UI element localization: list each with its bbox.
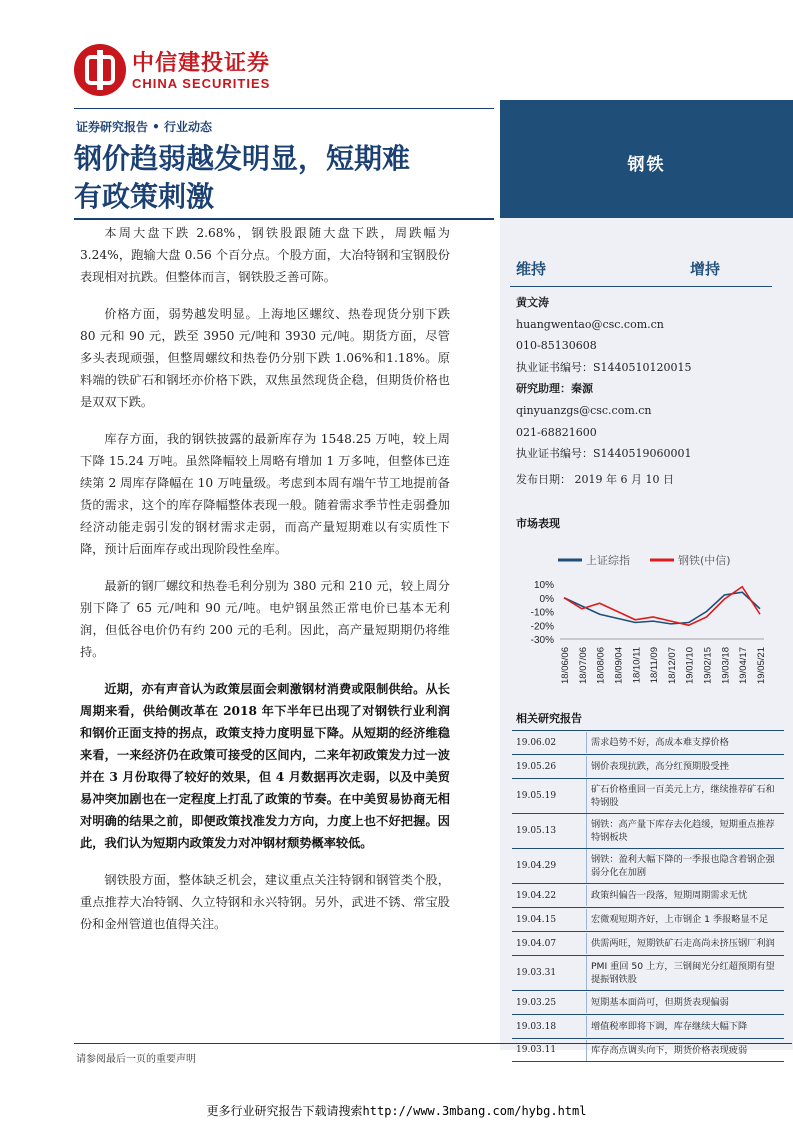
related-report-date: 19.05.13	[516, 826, 557, 836]
related-report-row[interactable]	[512, 848, 784, 883]
analyst-phone: 010-85130608	[516, 339, 597, 353]
related-report-row[interactable]	[512, 813, 784, 848]
related-report-row[interactable]	[512, 990, 784, 1014]
body-paragraph: 钢铁股方面，整体缺乏机会，建议重点关注特钢和钢管类个股，重点推荐大冶特钢、久立特钢和永兴特钢。另外，武进不锈、常宝股份和金州管道也值得关注。	[80, 873, 450, 931]
body-paragraph: 库存方面，我的钢铁披露的最新库存为 1548.25 万吨，较上周下降 15.24 万吨。虽然降幅较上周略有增加 1 万多吨，但整体已连续第 2 周库存降幅在 10 万吨量级。考虑到本周有端午节工地提前备货的需求，这个的库存降幅整体表现一般。随着需求季节性走弱叠加经济动能走弱引发的钢材需求走弱，而高产量短期难以有实质性下降，预计后面库存或出现阶段性垒库。	[80, 432, 450, 556]
related-report-title[interactable]: 增值税率即将下调，库存继续大幅下降	[586, 1016, 784, 1037]
related-report-date: 19.04.22	[516, 890, 557, 901]
related-report-title[interactable]: 钢铁：高产量下库存去化趋缓，短期重点推荐特钢板块	[586, 814, 784, 848]
sector-name: 钢铁	[627, 155, 666, 175]
y-tick-label: -30%	[530, 635, 554, 646]
analyst-name: 黄文涛	[516, 296, 549, 309]
company-logo-icon	[74, 44, 126, 96]
analyst-email[interactable]: huangwentao@csc.com.cn	[516, 317, 664, 331]
related-report-date: 19.04.07	[516, 938, 557, 949]
x-tick-label: 19/04/17	[738, 647, 750, 684]
x-tick-label: 19/03/18	[720, 647, 732, 684]
title-line-1: 钢价趋弱越发明显，短期难	[74, 142, 411, 175]
series-line-钢铁(中信)	[564, 587, 760, 626]
related-report-date: 19.03.11	[516, 1045, 557, 1055]
market-performance-chart	[512, 538, 774, 698]
related-report-date: 19.03.18	[516, 1021, 557, 1032]
header-divider	[74, 108, 494, 109]
related-report-date: 19.05.19	[516, 791, 557, 801]
related-report-title[interactable]: 库存高点调头向下，期货价格表现疲弱	[586, 1040, 784, 1061]
related-report-title[interactable]: 矿石价格重回一百美元上方，继续推荐矿石和特钢股	[586, 779, 784, 813]
related-report-row[interactable]	[512, 907, 784, 931]
assistant-email[interactable]: qinyuanzgs@csc.com.cn	[516, 403, 652, 417]
legend-label: 上证综指	[586, 554, 630, 567]
publish-date: 发布日期： 2019 年 6 月 10 日	[516, 472, 674, 486]
related-report-row[interactable]	[512, 955, 784, 990]
x-tick-label: 18/06/06	[560, 647, 571, 684]
related-report-title[interactable]: PMI 重回 50 上方，三钢闽光分红超预期有望提振钢铁股	[586, 956, 784, 990]
related-report-date: 19.04.29	[516, 861, 557, 871]
y-tick-label: -10%	[530, 607, 554, 619]
rating-divider	[510, 286, 772, 287]
related-report-date: 19.03.31	[516, 968, 557, 978]
assistant-cert: 执业证书编号：S1440519060001	[516, 447, 692, 461]
related-report-row[interactable]	[512, 883, 784, 907]
related-report-row[interactable]	[512, 1014, 784, 1038]
related-reports-table	[512, 730, 784, 1062]
assistant-name: 研究助理：秦源	[516, 382, 593, 396]
title-divider	[74, 218, 494, 220]
y-tick-label: 0%	[539, 593, 554, 605]
body-paragraph: 最新的钢厂螺纹和热卷毛利分别为 380 元和 210 元，较上周分别下降了 65 元/吨和 90 元/吨。电炉钢虽然正常电价已基本无利润，但低谷电价仍有约 200 元的毛利。因此，高产量短期期仍将维持。	[80, 579, 450, 659]
assistant-phone: 021-68821600	[516, 425, 597, 439]
x-tick-label: 18/11/09	[649, 647, 661, 684]
related-report-date: 19.06.02	[516, 737, 557, 748]
body-paragraph-emphasis: 近期，亦有声音认为政策层面会刺激钢材消费或限制供给。从长周期来看，供给侧改革在 2018 年下半年已出现了对钢铁行业利润和钢价正面支持的拐点，政策支持力度明显下降。从短期的经济维稳来看，一来经济仍在政策可接受的区间内，二来年初政策发力过一波并在 3 月份取得了较好的效果，但 4 月数据再次走弱，以及中美贸易冲突加剧也在一定程度上打乱了政策的节奏。在中美贸易协商无相对明确的结果之前，即便政策找准发力方向，力度上也不好把握。因此，我们认为短期内政策发力对冲钢材颓势概率较低。	[80, 682, 450, 850]
x-tick-label: 18/12/07	[666, 647, 678, 684]
x-tick-label: 18/10/11	[631, 647, 643, 684]
rating-previous: 维持	[516, 260, 547, 278]
body-paragraph: 本周大盘下跌 2.68%，钢铁股跟随大盘下跌，周跌幅为3.24%，跑输大盘 0.56 个百分点。个股方面，大冶特钢和宝钢股份表现相对抗跌。但整体而言，钢铁股乏善可陈。	[80, 226, 450, 284]
report-type: 证券研究报告 • 行业动态	[76, 120, 213, 134]
related-report-title[interactable]: 钢价表现抗跌，高分红预期股受挫	[586, 756, 784, 777]
analyst-contacts	[516, 292, 778, 490]
related-report-date: 19.03.25	[516, 997, 557, 1008]
related-report-row[interactable]	[512, 778, 784, 813]
x-tick-label: 18/07/06	[577, 647, 589, 684]
disclaimer-note: 请参阅最后一页的重要声明	[76, 1054, 196, 1065]
rating-current: 增持	[690, 260, 721, 278]
x-tick-label: 18/08/06	[595, 647, 607, 684]
related-report-title[interactable]: 供需两旺，短期铁矿石走高尚未挤压钢厂利润	[586, 933, 784, 954]
x-tick-label: 19/01/10	[684, 647, 696, 684]
x-tick-label: 19/02/15	[702, 647, 714, 684]
related-report-date: 19.05.26	[516, 761, 557, 772]
related-report-title[interactable]: 宏微观短期齐好，上市钢企 1 季报略显不足	[586, 909, 784, 930]
page-title	[74, 140, 494, 216]
body-paragraph: 价格方面，弱势越发明显。上海地区螺纹、热卷现货分别下跌 80 元和 90 元，跌至 3950 元/吨和 3930 元/吨。期货方面，尽管多头表现顽强，但整周螺纹和热卷仍分别下跌 1.06%和1.18%。原料端的铁矿石和钢坯亦价格下跌，双焦虽然现货企稳，但期货价格也是双双下跌。	[80, 307, 450, 409]
related-report-title[interactable]: 需求趋势不好，高成本难支撑价格	[586, 732, 784, 753]
related-reports-title: 相关研究报告	[516, 712, 582, 725]
download-link[interactable]: 更多行业研究报告下载请搜索http://www.3mbang.com/hybg.html	[206, 1104, 587, 1118]
x-tick-label: 19/05/21	[756, 647, 767, 684]
footer-divider	[74, 1043, 792, 1044]
related-report-row[interactable]	[512, 931, 784, 955]
related-report-title[interactable]: 钢铁：盈利大幅下降的一季报也隐含着钢企强弱分化在加剧	[586, 849, 784, 883]
y-tick-label: -20%	[530, 621, 554, 633]
logo-english-name: CHINA SECURITIES	[132, 76, 271, 91]
related-report-title[interactable]: 短期基本面尚可，但期货表现偏弱	[586, 992, 784, 1013]
x-tick-label: 18/09/04	[613, 647, 625, 684]
legend-label: 钢铁(中信)	[678, 554, 731, 567]
y-tick-label: 10%	[533, 580, 554, 591]
related-report-row[interactable]	[512, 1038, 784, 1062]
logo-chinese-name: 中信建投证券	[132, 51, 271, 76]
title-line-2: 有政策刺激	[74, 180, 215, 213]
related-report-row[interactable]	[512, 730, 784, 754]
related-report-row[interactable]	[512, 754, 784, 778]
analyst-cert: 执业证书编号：S1440510120015	[516, 360, 692, 374]
market-performance-title: 市场表现	[516, 517, 560, 530]
report-body	[80, 222, 450, 950]
related-report-title[interactable]: 政策纠偏告一段落，短期周期需求无忧	[586, 885, 784, 906]
related-report-date: 19.04.15	[516, 914, 557, 925]
